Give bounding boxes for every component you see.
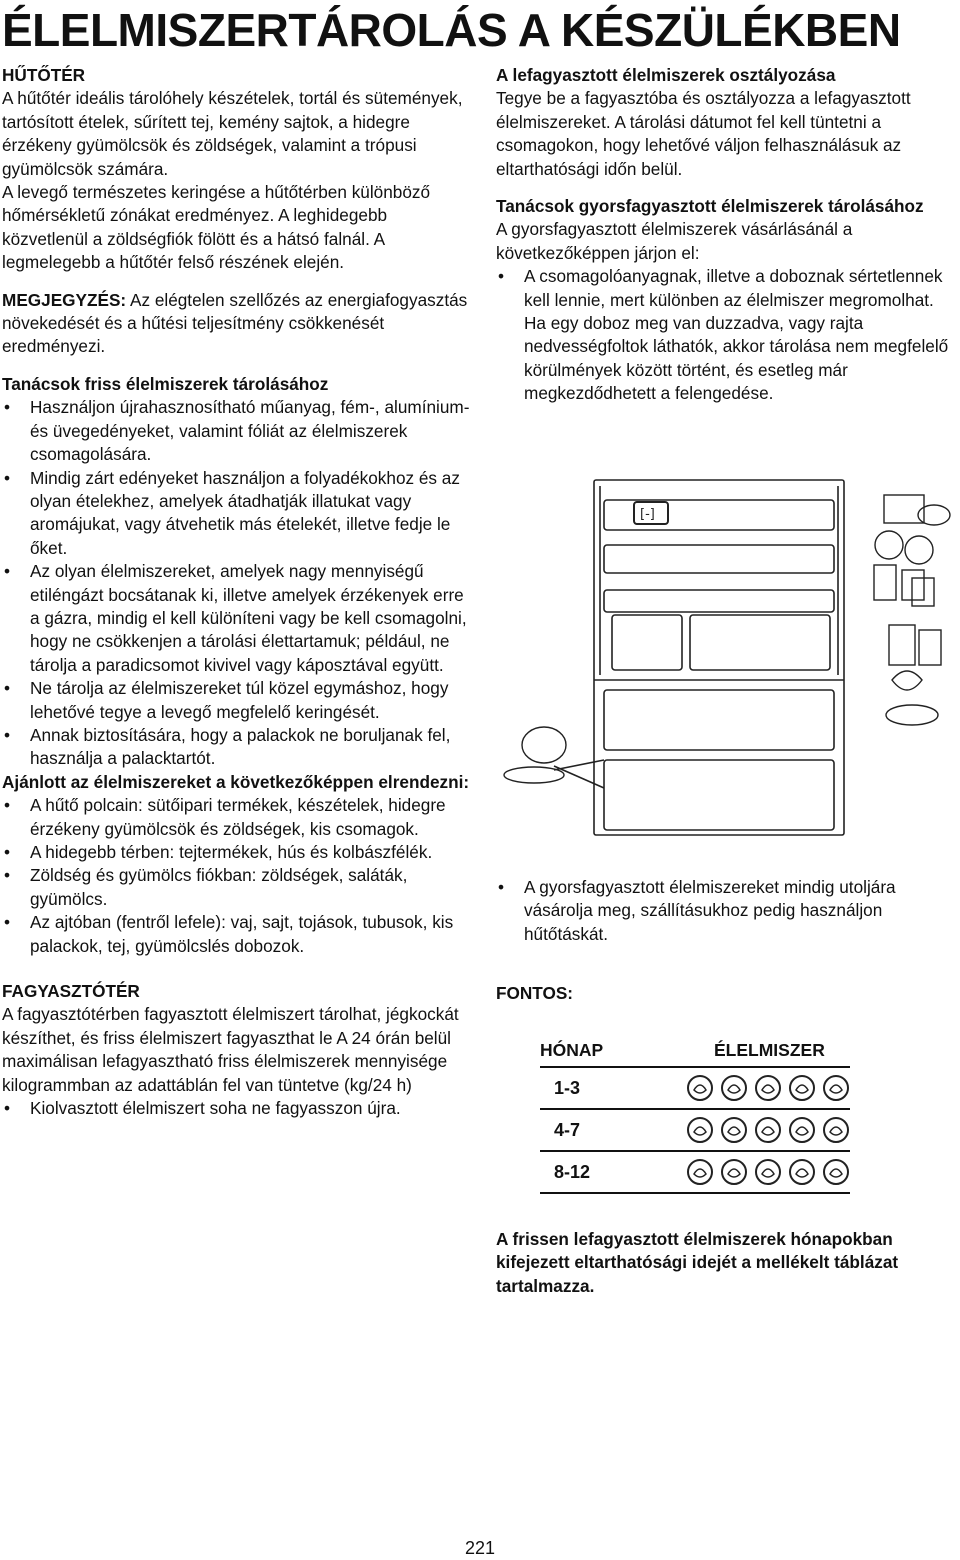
- table-caption: A frissen lefagyasztott élelmiszerek hónapokban kifejezett eltarthatósági idejét a mellékelt táblázat tartalmazza.: [496, 1229, 899, 1296]
- page-number: 221: [464, 1538, 496, 1558]
- classify-paragraph: Tegye be a fagyasztóba és osztályozza a lefagyasztott élelmiszereket. A tárolási dátumot fel kell tüntetni a csomagokon, hogy lehetővé váljon felhasználásuk az eltarthatósági időn belül.: [496, 88, 911, 179]
- fish-icon: [754, 1074, 782, 1102]
- croissant-icon: [720, 1074, 748, 1102]
- column-header-month: HÓNAP: [540, 1040, 604, 1060]
- note-paragraph: [2, 289, 472, 359]
- list-item: • Zöldség és gyümölcs fiókban: zöldségek, saláták, gyümölcs.: [2, 864, 472, 911]
- chicken-icon: [720, 1116, 748, 1144]
- quick-frozen-list-2: [496, 876, 958, 946]
- table-row: [540, 1066, 850, 1108]
- list-item: • A hűtő polcain: sütőipari termékek, készételek, hidegre érzékeny gyümölcsök és zöldségek, kis csomagok.: [2, 794, 472, 841]
- list-item: • Az olyan élelmiszereket, amelyek nagy mennyiségű etiléngázt bocsátanak ki, illetve amelyek érzékenyek erre a gázra, mindig el kell különíteni vagy be kell csomagolni, hogy ne csökkenjen a tárolási élettartamuk; például, ne tárolja a paradicsomot kivivel vagy káposztával együtt.: [2, 560, 472, 677]
- cow-icon: [720, 1158, 748, 1186]
- list-item: • Kiolvasztott élelmiszert soha ne fagyasszon újra.: [2, 1097, 472, 1120]
- fresh-food-list: [2, 396, 472, 771]
- carrot-icon: [686, 1158, 714, 1186]
- pizza-icon: [822, 1074, 850, 1102]
- note-text: Az elégtelen szellőzés az energiafogyasztás növekedését és a hűtési teljesítmény csökkenését eredményezi.: [2, 289, 468, 357]
- month-cell: 4-7: [554, 1119, 581, 1140]
- steak-icon: [788, 1158, 816, 1186]
- quick-frozen-heading: Tanácsok gyorsfagyasztott élelmiszerek tárolásához: [496, 196, 924, 217]
- list-item: • A gyorsfagyasztott élelmiszereket mindig utoljára vásárolja meg, szállításukhoz pedig használjon hűtőtáskát.: [496, 876, 958, 946]
- list-item: • A hidegebb térben: tejtermékek, hús és kolbászfélék.: [2, 841, 472, 864]
- list-item: • Mindig zárt edényeket használjon a folyadékokhoz és az olyan ételekhez, amelyek átadhatják illatukat vagy aromájukat, vagy átvehetik más ételekét, illetve fedje le őket.: [2, 467, 472, 561]
- broccoli-icon: [686, 1074, 714, 1102]
- fridge-paragraph-2: A levegő természetes keringése a hűtőtérben különböző hőmérsékletű zónákat eredményez. A leghidegebb közvetlenül a zöldségfiók fölött és a hátsó falnál. A legmelegebb a hűtőtér felső részének elején.: [2, 182, 431, 273]
- quick-frozen-paragraph: A gyorsfagyasztott élelmiszerek vásárlásánál a következőképpen járjon el:: [496, 219, 853, 263]
- list-item: • Az ajtóban (fentről lefele): vaj, sajt, tojások, tubusok, kis palackok, tej, gyümölcslés dobozok.: [2, 911, 472, 958]
- right-column-lower: [496, 876, 958, 1006]
- note-label: MEGJEGYZÉS:: [2, 289, 127, 310]
- arrange-heading: Ajánlott az élelmiszereket a következőképpen elrendezni:: [2, 771, 470, 792]
- right-column: [496, 64, 958, 406]
- list-item: • Annak biztosítására, hogy a palackok ne boruljanak fel, használja a palacktartót.: [2, 724, 472, 771]
- pig-icon: [754, 1116, 782, 1144]
- freezer-heading: FAGYASZTÓTÉR: [2, 981, 140, 1002]
- fridge-body: [594, 480, 844, 835]
- food-items-drawing: [504, 495, 950, 783]
- left-column: [2, 64, 472, 1120]
- table-rows: [540, 1066, 850, 1192]
- arrange-list: [2, 794, 472, 958]
- fridge-illustration: [494, 470, 954, 840]
- fridge-paragraph-1: A hűtőtér ideális tárolóhely készételek, tortál és sütemények, tartósított ételek, sűrített tej, kemény sajtok, a hidegre érzékeny gyümölcsök és zöldségek, valamint a trópusi gyümölcsök számára.: [2, 88, 463, 179]
- list-item: • Használjon újrahasznosítható műanyag, fém-, alumínium- és üvegedényeket, valamint fóliát az élelmiszerek csomagolására.: [2, 396, 472, 466]
- corn-icon: [754, 1158, 782, 1186]
- table-header: [540, 1040, 850, 1066]
- month-cell: 8-12: [554, 1161, 591, 1182]
- column-header-food: ÉLELMISZER: [714, 1040, 825, 1060]
- drumstick-icon: [686, 1116, 714, 1144]
- fridge-heading: HŰTŐTÉR: [2, 65, 86, 85]
- important-label: FONTOS:: [496, 983, 574, 1004]
- shrimp-icon: [822, 1116, 850, 1144]
- classify-heading: A lefagyasztott élelmiszerek osztályozása: [496, 65, 836, 85]
- list-item: • A csomagolóanyagnak, illetve a doboznak sértetlennek kell lennie, mert különben az élelmiszer megromolhat. Ha egy doboz meg van duzzadva, vagy rajta nedvességfoltok láthatók, akkor tárolása nem megfelelő körülmények között történt, és esetleg már megkezdődhetett a felengedése.: [496, 265, 958, 405]
- fish-icon: [788, 1116, 816, 1144]
- fresh-food-heading: Tanácsok friss élelmiszerek tárolásához: [2, 373, 329, 394]
- freezer-list: [2, 1097, 472, 1120]
- quick-frozen-list: [496, 265, 958, 405]
- pea-pod-icon: [822, 1158, 850, 1186]
- table-row: [540, 1108, 850, 1150]
- page-title: ÉLELMISZERTÁROLÁS A KÉSZÜLÉKBEN: [2, 4, 901, 56]
- svg-text:[-]: [-]: [640, 507, 655, 522]
- month-cell: 1-3: [554, 1077, 581, 1098]
- freezer-paragraph: A fagyasztótérben fagyasztott élelmiszert tárolhat, jégkockát készíthet, és friss élelmiszert fagyaszthat le A 24 órán belül maximálisan lefagyasztható friss élelmiszerek mennyisége kilogrammban az adattáblán fel van tüntetve (kg/24 h): [2, 1004, 459, 1095]
- storage-table: [540, 1040, 850, 1194]
- soup-bowl-icon: [788, 1074, 816, 1102]
- list-item: • Ne tárolja az élelmiszereket túl közel egymáshoz, hogy lehetővé tegye a levegő megfelelő keringését.: [2, 677, 472, 724]
- table-row: [540, 1150, 850, 1192]
